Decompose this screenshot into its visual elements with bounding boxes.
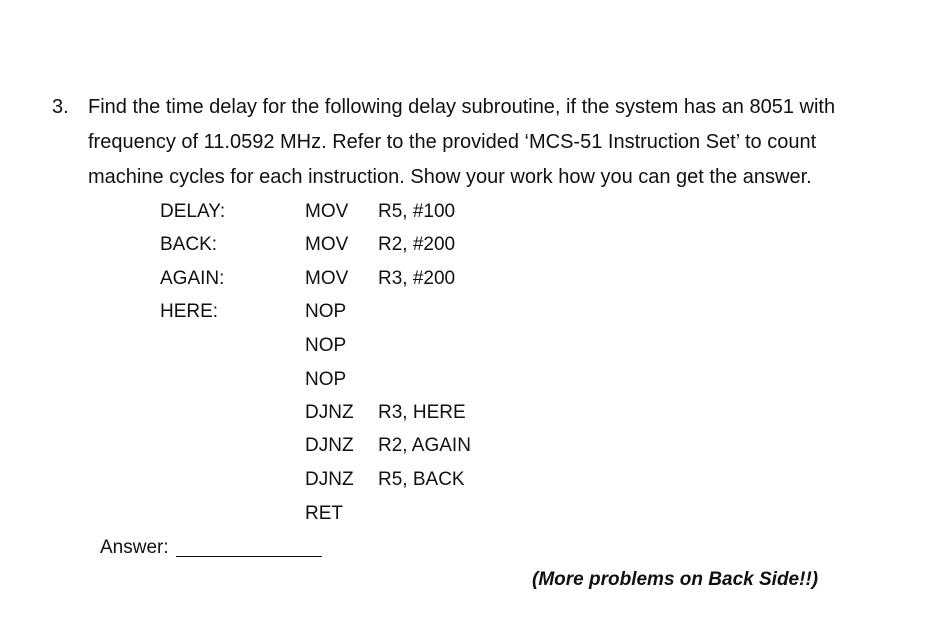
code-operands: R5, #100 bbox=[378, 201, 456, 222]
code-label: BACK: bbox=[160, 234, 218, 255]
code-operands: R3, HERE bbox=[378, 402, 466, 423]
code-opcode: MOV bbox=[305, 234, 349, 255]
question-line-1: Find the time delay for the following delay subroutine, if the system has an 8051 with bbox=[88, 96, 836, 118]
code-operands: R2, AGAIN bbox=[378, 435, 471, 456]
code-opcode: NOP bbox=[305, 335, 347, 356]
question-line-2: frequency of 11.0592 MHz. Refer to the provided ‘MCS-51 Instruction Set’ to count bbox=[88, 131, 817, 153]
code-opcode: MOV bbox=[305, 268, 349, 289]
code-label: AGAIN: bbox=[160, 268, 225, 289]
code-row bbox=[0, 334, 936, 358]
code-row bbox=[0, 502, 936, 526]
code-opcode: DJNZ bbox=[305, 435, 354, 456]
code-opcode: MOV bbox=[305, 201, 349, 222]
code-row bbox=[0, 267, 936, 291]
code-opcode: DJNZ bbox=[305, 402, 354, 423]
code-row bbox=[0, 368, 936, 392]
code-opcode: NOP bbox=[305, 301, 347, 322]
question-number: 3. bbox=[52, 96, 69, 118]
code-label: HERE: bbox=[160, 301, 219, 322]
code-row bbox=[0, 200, 936, 224]
code-row bbox=[0, 233, 936, 257]
code-operands: R3, #200 bbox=[378, 268, 456, 289]
code-operands: R5, BACK bbox=[378, 469, 465, 490]
code-row bbox=[0, 300, 936, 324]
code-row bbox=[0, 468, 936, 492]
question-line-3: machine cycles for each instruction. Show your work how you can get the answer. bbox=[88, 166, 812, 188]
code-opcode: NOP bbox=[305, 369, 347, 390]
code-row bbox=[0, 401, 936, 425]
code-label: DELAY: bbox=[160, 201, 226, 222]
back-side-note: (More problems on Back Side!!) bbox=[532, 569, 819, 590]
code-operands: R2, #200 bbox=[378, 234, 456, 255]
answer-blank-line bbox=[176, 556, 322, 557]
code-opcode: DJNZ bbox=[305, 469, 354, 490]
code-opcode: RET bbox=[305, 503, 343, 524]
code-row bbox=[0, 434, 936, 458]
answer-label: Answer: bbox=[100, 537, 169, 558]
